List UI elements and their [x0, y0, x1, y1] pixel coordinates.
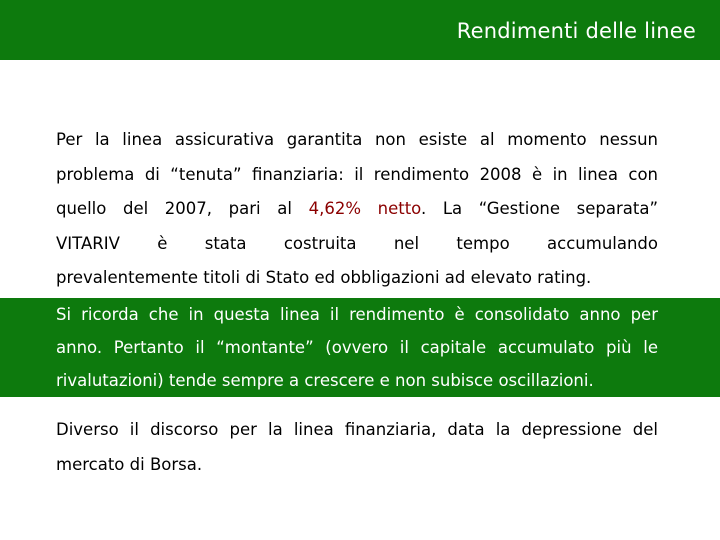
- slide-title: Rendimenti delle linee: [456, 19, 696, 43]
- paragraph-line: Si ricorda che in questa linea il rendimento è consolidato anno per: [56, 305, 658, 324]
- paragraph-consolidated-return: [56, 298, 658, 397]
- return-rate-highlight: 4,62% netto: [308, 199, 421, 218]
- paragraph-guaranteed-line: [56, 123, 658, 296]
- paragraph-line: Per la linea assicurativa garantita non esiste al momento nessun: [56, 130, 658, 149]
- paragraph-line: rivalutazioni) tende sempre a crescere e non subisce oscillazioni.: [56, 371, 594, 390]
- paragraph-line: problema di “tenuta” finanziaria: il rendimento 2008 è in linea con: [56, 164, 658, 184]
- paragraph-text: quello del 2007, pari al: [56, 199, 309, 218]
- header-bar: [0, 0, 720, 60]
- paragraph-line: anno. Pertanto il “montante” (ovvero il capitale accumulato più le: [56, 338, 658, 357]
- paragraph-line: [56, 192, 658, 227]
- paragraph-line: VITARIV è stata costruita nel tempo accumulando: [56, 233, 658, 253]
- paragraph-line: mercato di Borsa.: [56, 454, 203, 474]
- paragraph-financial-line: [56, 413, 658, 482]
- paragraph-text: . La “Gestione separata”: [420, 199, 659, 218]
- paragraph-line: prevalentemente titoli di Stato ed obbligazioni ad elevato rating.: [56, 268, 592, 287]
- paragraph-line: Diverso il discorso per la linea finanziaria, data la depressione del: [56, 420, 658, 439]
